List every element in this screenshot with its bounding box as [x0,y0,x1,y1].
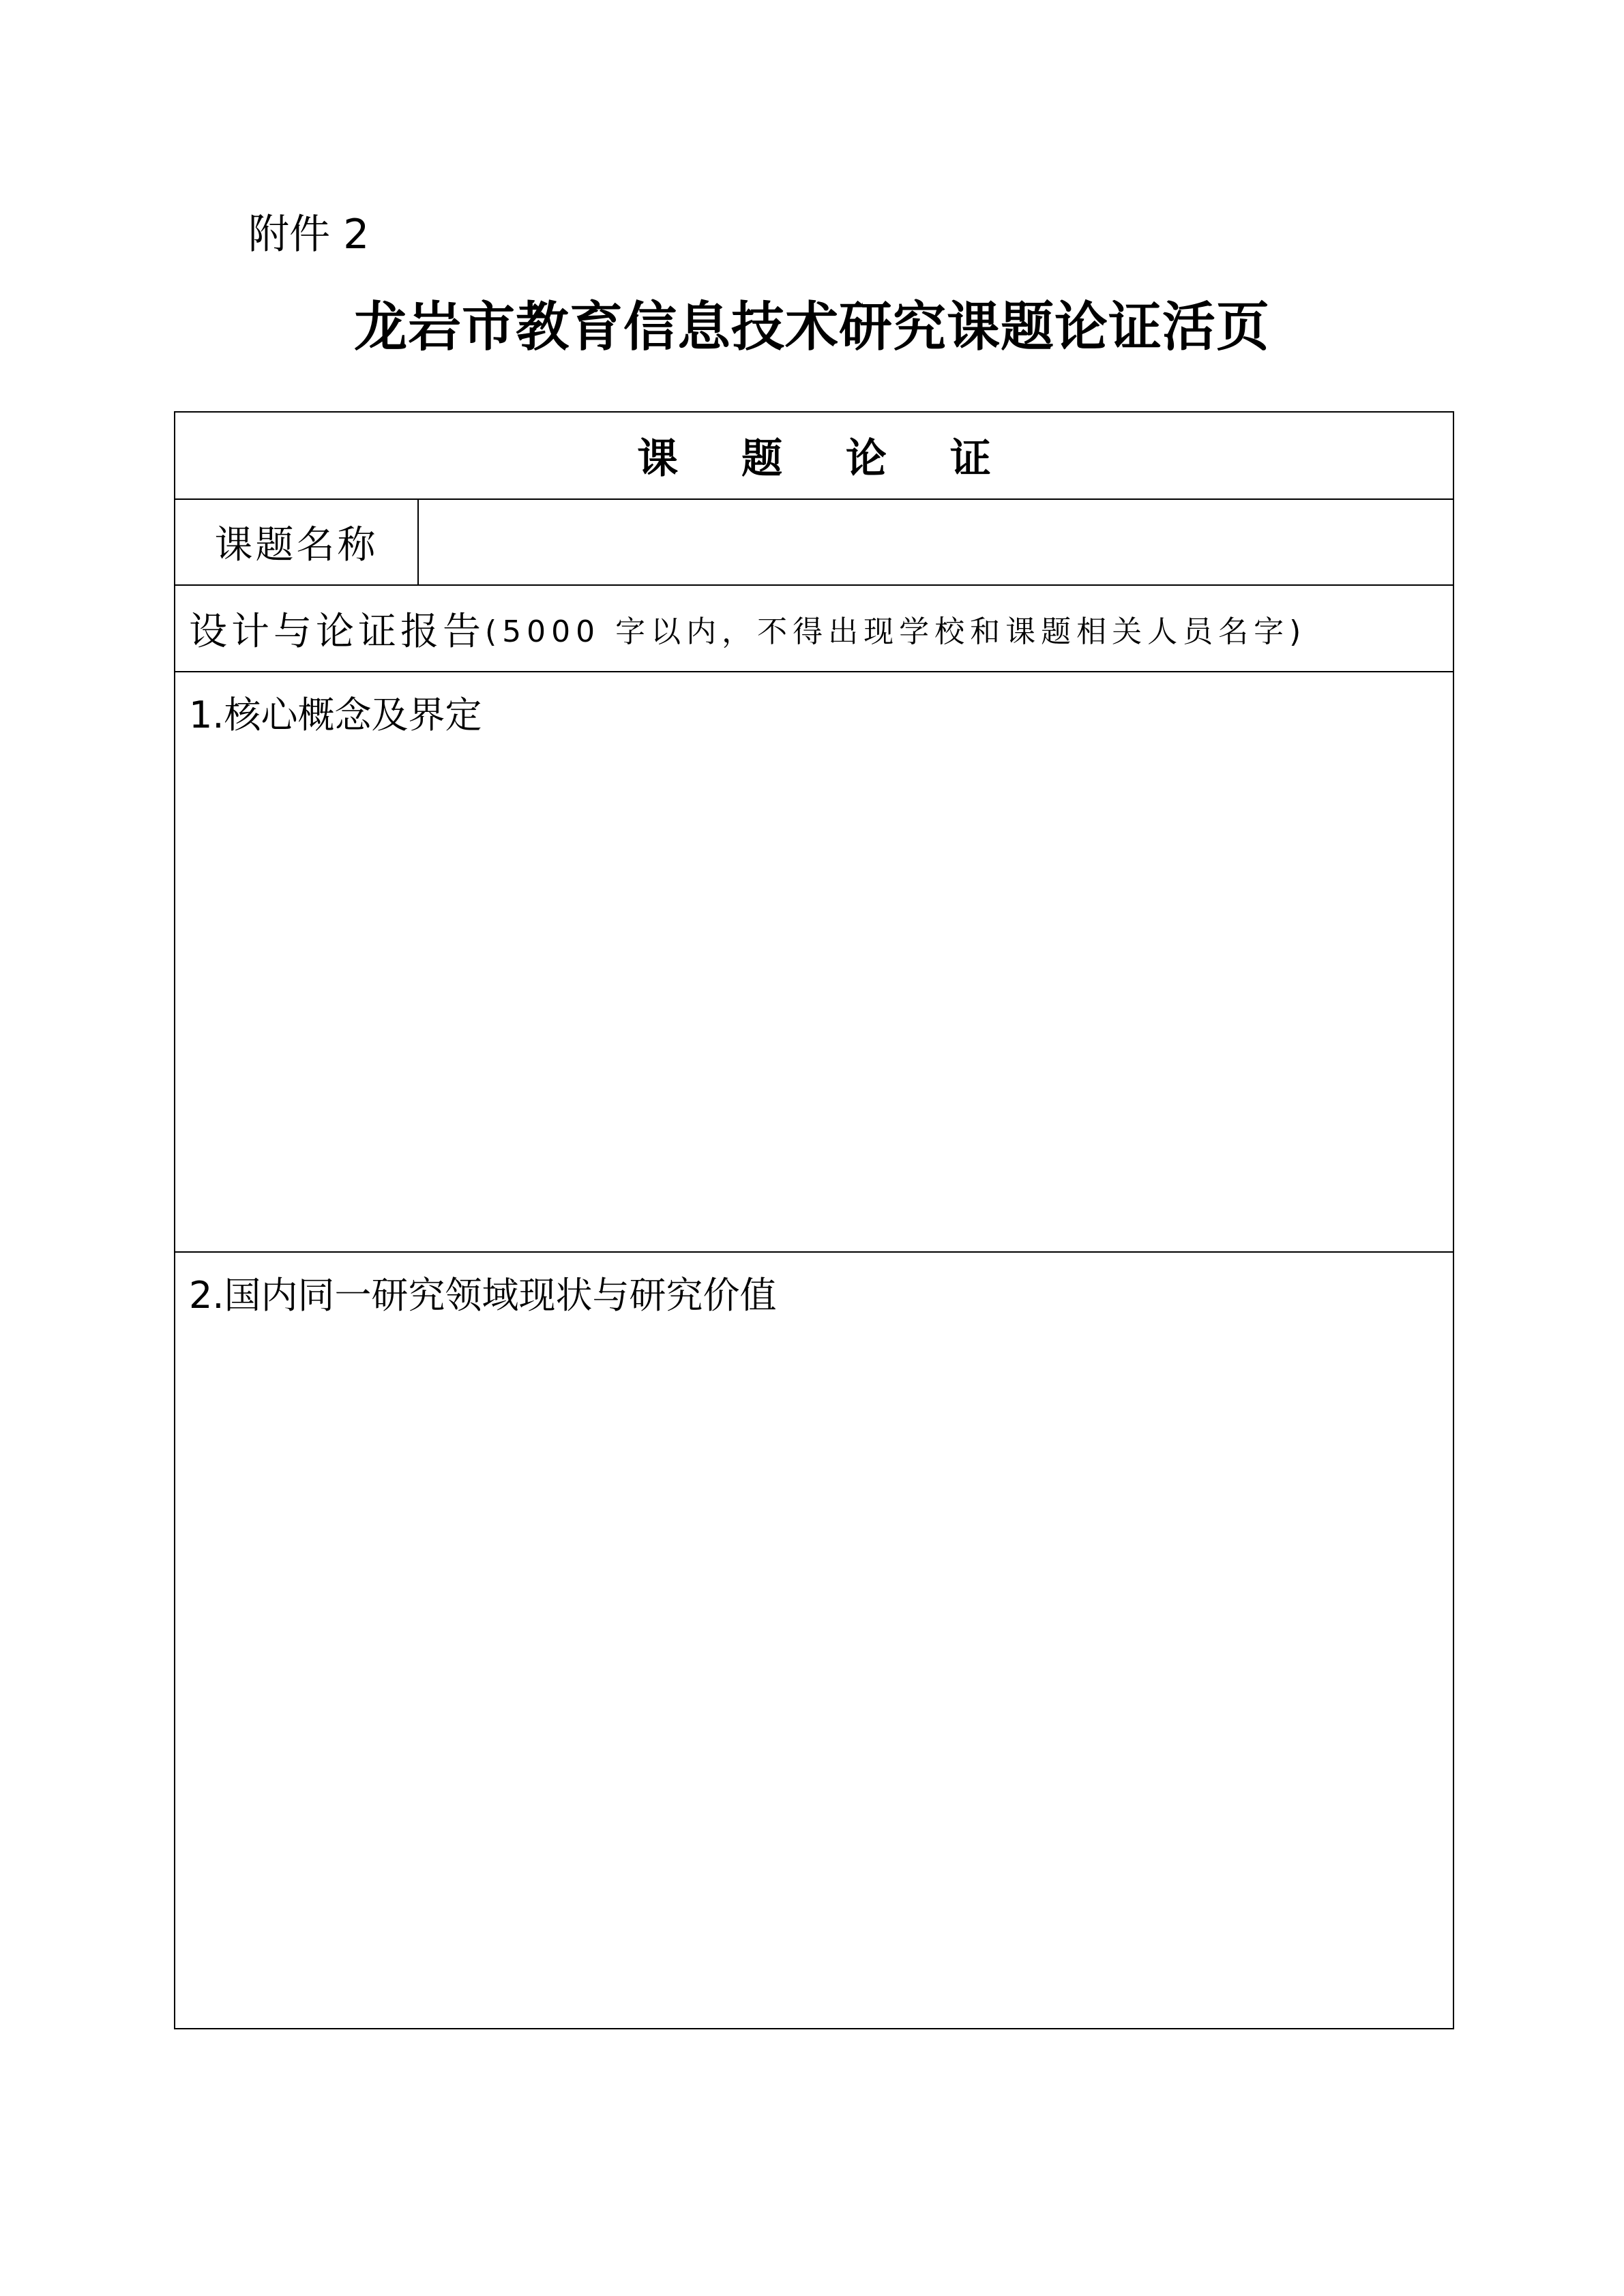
section-heading-core-concepts: 1.核心概念及界定 [189,694,482,736]
page-title: 龙岩市教育信息技术研究课题论证活页 [353,297,1270,358]
report-note: (5000 字以内，不得出现学校和课题相关人员名字) [485,614,1307,649]
section-body-core-concepts[interactable] [189,747,1439,1238]
form-header-row [175,413,1453,500]
report-label-row [175,586,1453,672]
section-body-research-status[interactable] [189,1328,1439,2014]
form-section-header: 课 题 论 证 [637,435,1016,483]
topic-name-label: 课题名称 [175,500,419,584]
topic-name-field[interactable] [419,500,1453,584]
attachment-label: 附件 2 [248,211,370,258]
argument-form-table [174,411,1454,2029]
topic-name-row [175,500,1453,586]
section-core-concepts [175,672,1453,1253]
section-heading-research-status: 2.国内同一研究领域现状与研究价值 [189,1274,777,1317]
section-research-status [175,1253,1453,2028]
report-label: 设计与论证报告 [189,609,485,654]
report-label-cell [189,586,1306,671]
